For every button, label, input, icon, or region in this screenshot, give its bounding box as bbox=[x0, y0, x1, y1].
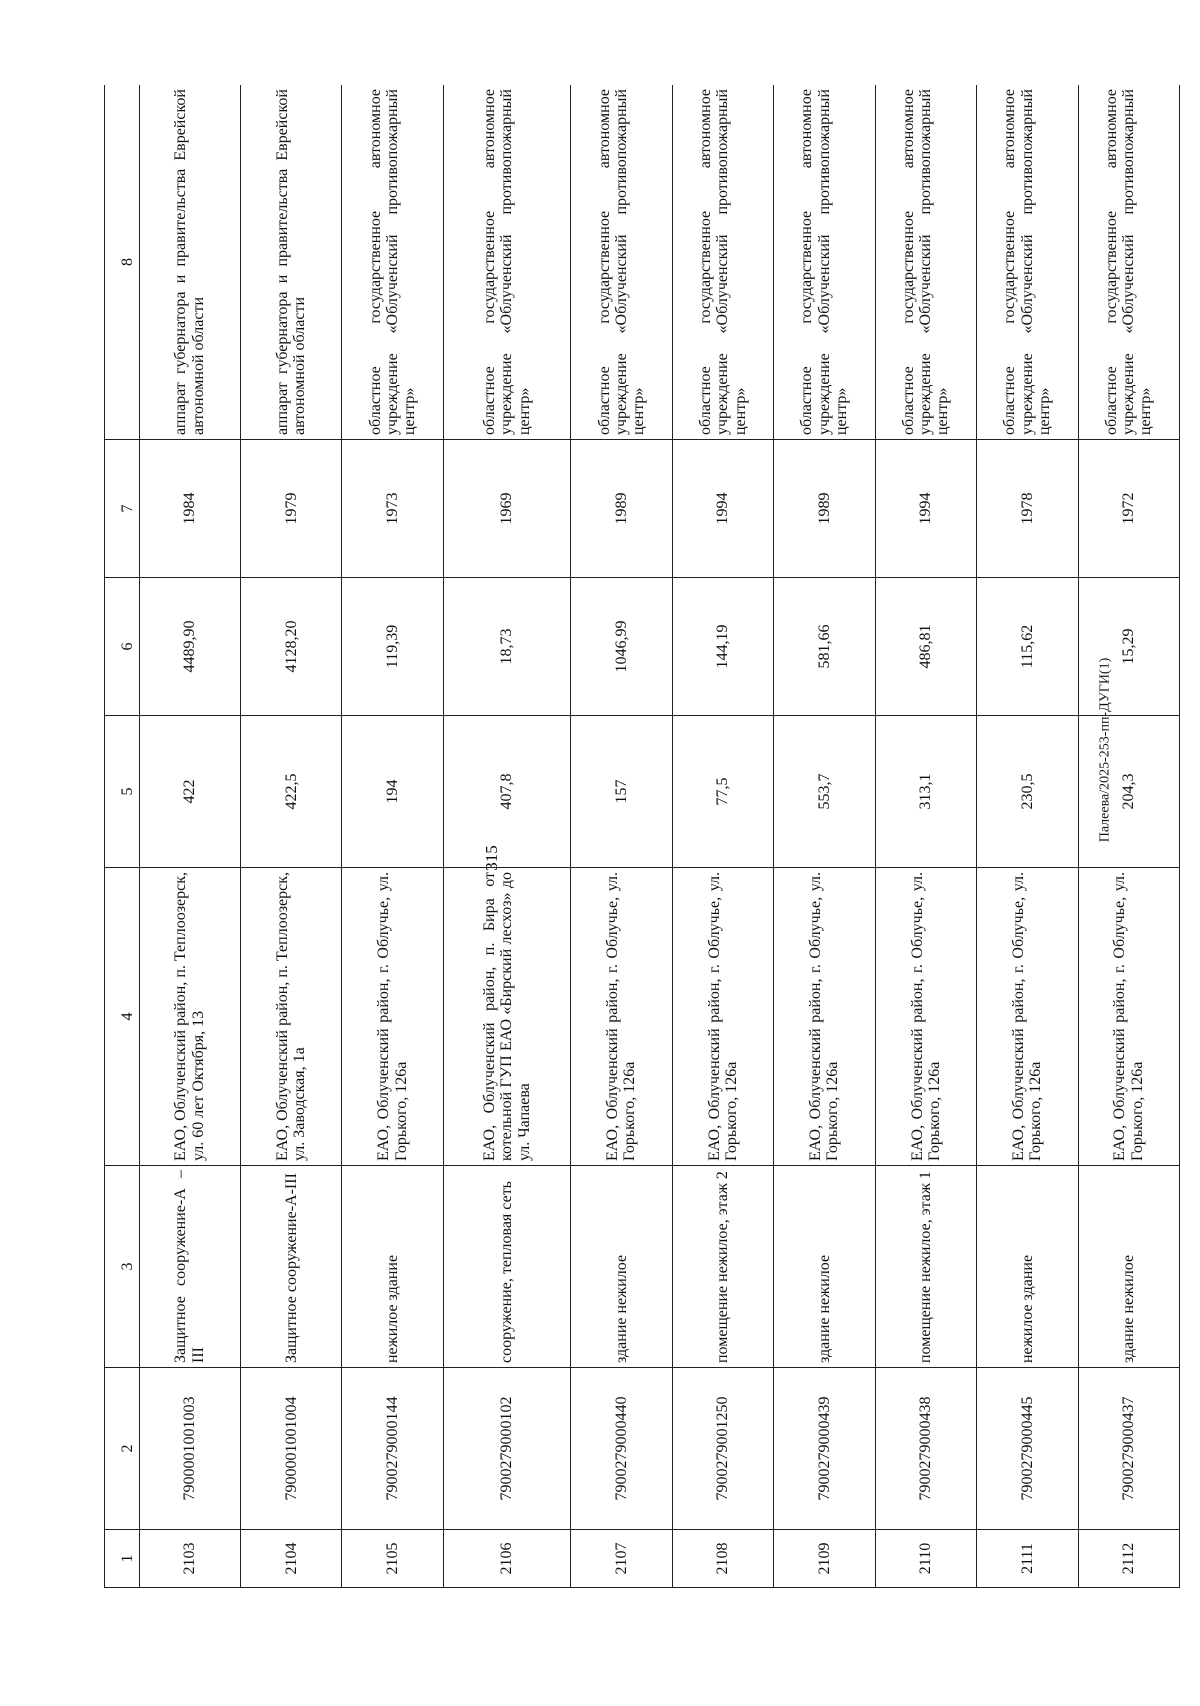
header-cell: 4 bbox=[105, 868, 140, 1166]
table-cell: 1046,99 bbox=[571, 578, 672, 716]
table-cell: 2108 bbox=[672, 1530, 773, 1588]
table-row bbox=[139, 85, 240, 1588]
header-row bbox=[105, 85, 140, 1588]
table-cell: 7900001001004 bbox=[240, 1368, 341, 1530]
table-cell: 2106 bbox=[443, 1530, 570, 1588]
table-cell: ЕАО, Облученский район, п. Теплоозерск, ул. 60 лет Октября, 13 bbox=[139, 868, 240, 1166]
header-cell: 7 bbox=[105, 440, 140, 578]
table-cell: 7900279000438 bbox=[875, 1368, 976, 1530]
registry-table-container bbox=[104, 85, 1180, 1588]
table-cell: 1984 bbox=[139, 440, 240, 578]
table-cell: 1989 bbox=[571, 440, 672, 578]
table-cell: нежилое здание bbox=[342, 1166, 443, 1368]
header-cell: 5 bbox=[105, 716, 140, 868]
table-cell: нежилое здание bbox=[977, 1166, 1078, 1368]
table-cell: ЕАО, Облученский район, п. Бира от котельной ГУП ЕАО «Бирский лесхоз» до ул. Чапаева bbox=[443, 868, 570, 1166]
table-cell: ЕАО, Облученский район, г. Облучье, ул. Горького, 126а bbox=[1078, 868, 1179, 1166]
header-cell: 2 bbox=[105, 1368, 140, 1530]
table-cell: Защитное сооружение-А-III bbox=[240, 1166, 341, 1368]
table-cell: 2105 bbox=[342, 1530, 443, 1588]
table-cell: 1978 bbox=[977, 440, 1078, 578]
table-cell: 1989 bbox=[774, 440, 875, 578]
table-cell: 7900279000437 bbox=[1078, 1368, 1179, 1530]
table-row bbox=[875, 85, 976, 1588]
table-cell: 1994 bbox=[672, 440, 773, 578]
table-cell: 230,5 bbox=[977, 716, 1078, 868]
table-cell: 2107 bbox=[571, 1530, 672, 1588]
table-cell: аппарат губернатора и правительства Еврейской автономной области bbox=[139, 85, 240, 440]
table-row bbox=[977, 85, 1078, 1588]
table-cell: 7900279000439 bbox=[774, 1368, 875, 1530]
table-row bbox=[672, 85, 773, 1588]
table-cell: помещение нежилое, этаж 2 bbox=[672, 1166, 773, 1368]
table-cell: 2112 bbox=[1078, 1530, 1179, 1588]
table-cell: ЕАО, Облученский район, г. Облучье, ул. Горького, 126а bbox=[672, 868, 773, 1166]
table-cell: ЕАО, Облученский район, г. Облучье, ул. Горького, 126а bbox=[342, 868, 443, 1166]
table-cell: 1972 bbox=[1078, 440, 1179, 578]
table-row bbox=[240, 85, 341, 1588]
table-cell: 313,1 bbox=[875, 716, 976, 868]
header-cell: 8 bbox=[105, 85, 140, 440]
table-row bbox=[774, 85, 875, 1588]
table-cell: 157 bbox=[571, 716, 672, 868]
table-cell: аппарат губернатора и правительства Еврейской автономной области bbox=[240, 85, 341, 440]
table-cell: 1973 bbox=[342, 440, 443, 578]
header-cell: 6 bbox=[105, 578, 140, 716]
table-cell: 77,5 bbox=[672, 716, 773, 868]
table-cell: 7900279001250 bbox=[672, 1368, 773, 1530]
table-cell: 486,81 bbox=[875, 578, 976, 716]
table-cell: областное государственное автономное учреждение «Облученский противопожарный центр» bbox=[672, 85, 773, 440]
table-cell: 2103 bbox=[139, 1530, 240, 1588]
table-cell: ЕАО, Облученский район, г. Облучье, ул. Горького, 126а bbox=[571, 868, 672, 1166]
table-cell: областное государственное автономное учреждение «Облученский противопожарный центр» bbox=[1078, 85, 1179, 440]
table-cell: 119,39 bbox=[342, 578, 443, 716]
table-cell: 194 bbox=[342, 716, 443, 868]
table-cell: областное государственное автономное учреждение «Облученский противопожарный центр» bbox=[342, 85, 443, 440]
table-cell: областное государственное автономное учреждение «Облученский противопожарный центр» bbox=[571, 85, 672, 440]
table-cell: 18,73 bbox=[443, 578, 570, 716]
table-cell: здание нежилое bbox=[1078, 1166, 1179, 1368]
registry-table bbox=[104, 85, 1180, 1588]
table-cell: 581,66 bbox=[774, 578, 875, 716]
rotated-table-frame bbox=[104, 85, 1180, 1588]
table-cell: 422,5 bbox=[240, 716, 341, 868]
table-cell: Защитное сооружение-А – III bbox=[139, 1166, 240, 1368]
table-cell: ЕАО, Облученский район, г. Облучье, ул. Горького, 126а bbox=[875, 868, 976, 1166]
table-row bbox=[443, 85, 570, 1588]
table-cell: 1979 bbox=[240, 440, 341, 578]
header-cell: 3 bbox=[105, 1166, 140, 1368]
page-number: 315 bbox=[482, 845, 501, 871]
table-cell: 4128,20 bbox=[240, 578, 341, 716]
table-cell: 7900279000445 bbox=[977, 1368, 1078, 1530]
table-cell: 2111 bbox=[977, 1530, 1078, 1588]
document-reference: Палеева/2025-253-пп-ДУГИ(1) bbox=[1097, 657, 1112, 843]
table-cell: здание нежилое bbox=[571, 1166, 672, 1368]
table-cell: 553,7 bbox=[774, 716, 875, 868]
table-cell: 7900279000102 bbox=[443, 1368, 570, 1530]
table-cell: 2104 bbox=[240, 1530, 341, 1588]
table-cell: 422 bbox=[139, 716, 240, 868]
table-cell: областное государственное автономное учреждение «Облученский противопожарный центр» bbox=[443, 85, 570, 440]
table-row bbox=[571, 85, 672, 1588]
table-cell: 407,8 bbox=[443, 716, 570, 868]
table-body bbox=[105, 85, 1180, 1588]
table-cell: областное государственное автономное учреждение «Облученский противопожарный центр» bbox=[977, 85, 1078, 440]
table-cell: 2109 bbox=[774, 1530, 875, 1588]
table-cell: 1969 bbox=[443, 440, 570, 578]
table-cell: ЕАО, Облученский район, г. Облучье, ул. Горького, 126а bbox=[774, 868, 875, 1166]
table-cell: 115,62 bbox=[977, 578, 1078, 716]
table-cell: областное государственное автономное учреждение «Облученский противопожарный центр» bbox=[774, 85, 875, 440]
table-cell: 7900001001003 bbox=[139, 1368, 240, 1530]
table-cell: сооружение, тепловая сеть bbox=[443, 1166, 570, 1368]
table-cell: помещение нежилое, этаж 1 bbox=[875, 1166, 976, 1368]
table-row bbox=[342, 85, 443, 1588]
table-cell: 4489,90 bbox=[139, 578, 240, 716]
table-cell: ЕАО, Облученский район, п. Теплоозерск, ул. Заводская, 1а bbox=[240, 868, 341, 1166]
table-cell: ЕАО, Облученский район, г. Облучье, ул. Горького, 126а bbox=[977, 868, 1078, 1166]
table-cell: 2110 bbox=[875, 1530, 976, 1588]
table-cell: 204,3 bbox=[1078, 716, 1179, 868]
table-cell: областное государственное автономное учреждение «Облученский противопожарный центр» bbox=[875, 85, 976, 440]
table-cell: 144,19 bbox=[672, 578, 773, 716]
table-cell: здание нежилое bbox=[774, 1166, 875, 1368]
table-cell: 1994 bbox=[875, 440, 976, 578]
table-cell: 15,29 bbox=[1078, 578, 1179, 716]
table-cell: 7900279000440 bbox=[571, 1368, 672, 1530]
table-cell: 7900279000144 bbox=[342, 1368, 443, 1530]
header-cell: 1 bbox=[105, 1530, 140, 1588]
